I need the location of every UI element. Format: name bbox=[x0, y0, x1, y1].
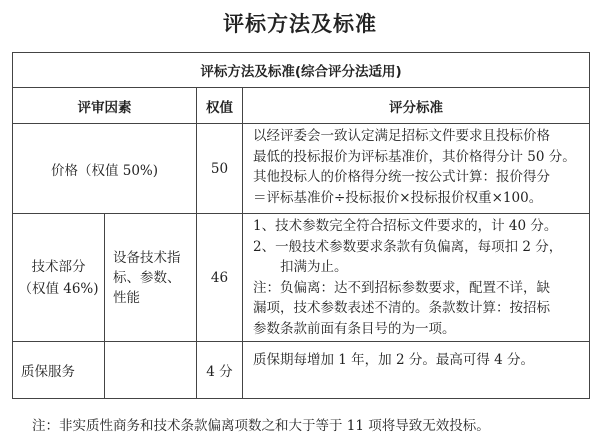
tech-standard-line: 注：负偏离：达不到招标参数要求，配置不详，缺 bbox=[253, 279, 550, 296]
service-factor: 质保服务 bbox=[13, 342, 105, 399]
price-standard-line: 以经评委会一致认定满足招标文件要求且投标价格 bbox=[253, 128, 550, 144]
tech-factor-line: 技术部分 bbox=[31, 258, 86, 275]
table-header-row bbox=[13, 88, 590, 124]
footer-note: 注：非实质性商务和技术条款偏离项数之和大于等于 11 项将导致无效投标。 bbox=[32, 418, 490, 434]
tech-factor bbox=[13, 214, 105, 342]
header-standard: 评分标准 bbox=[243, 88, 590, 124]
price-standard bbox=[243, 124, 590, 214]
table-row-price bbox=[13, 124, 590, 214]
table-caption-row bbox=[13, 53, 590, 88]
service-standard: 质保期每增加 1 年，加 2 分。最高可得 4 分。 bbox=[243, 342, 590, 399]
tech-standard-line: 1、技术参数完全符合招标文件要求的，计 40 分。 bbox=[253, 218, 558, 234]
tech-sub-factor-line: 性能 bbox=[113, 289, 140, 306]
table-row-service bbox=[13, 342, 590, 399]
table-row-tech bbox=[13, 214, 590, 342]
tech-standard-line: 扣满为止。 bbox=[280, 259, 348, 275]
tech-standard bbox=[243, 214, 590, 342]
scoring-criteria-table bbox=[12, 52, 590, 399]
service-weight: 4 分 bbox=[197, 342, 243, 399]
price-weight: 50 bbox=[197, 124, 243, 214]
header-factor: 评审因素 bbox=[13, 88, 197, 124]
tech-standard-line: 漏项，技术参数表述不清的。条款数计算：按招标 bbox=[253, 300, 550, 316]
header-weight: 权值 bbox=[197, 88, 243, 124]
tech-sub-factor bbox=[105, 214, 197, 342]
tech-standard-line: 2、一般技术参数要求条款有负偏离，每项扣 2 分， bbox=[253, 238, 563, 255]
price-standard-line: ＝评标基准价÷投标报价×投标报价权重×100。 bbox=[253, 189, 543, 206]
tech-factor-line: （权值 46%) bbox=[18, 280, 99, 297]
tech-weight: 46 bbox=[197, 214, 243, 342]
tech-standard-line: 参数条款前面有条目号的为一项。 bbox=[253, 320, 456, 337]
price-standard-line: 最低的投标报价为评标基准价，其价格得分计 50 分。 bbox=[253, 148, 576, 165]
tech-sub-factor-line: 标、参数、 bbox=[113, 269, 181, 286]
price-standard-line: 其他投标人的价格得分统一按公式计算：报价得分 bbox=[253, 169, 550, 185]
service-sub-factor bbox=[105, 342, 197, 399]
price-factor: 价格（权值 50%) bbox=[13, 124, 197, 214]
table-caption: 评标方法及标准(综合评分法适用) bbox=[13, 53, 590, 88]
tech-sub-factor-line: 设备技术指 bbox=[113, 249, 181, 266]
page-title: 评标方法及标准 bbox=[223, 12, 377, 36]
